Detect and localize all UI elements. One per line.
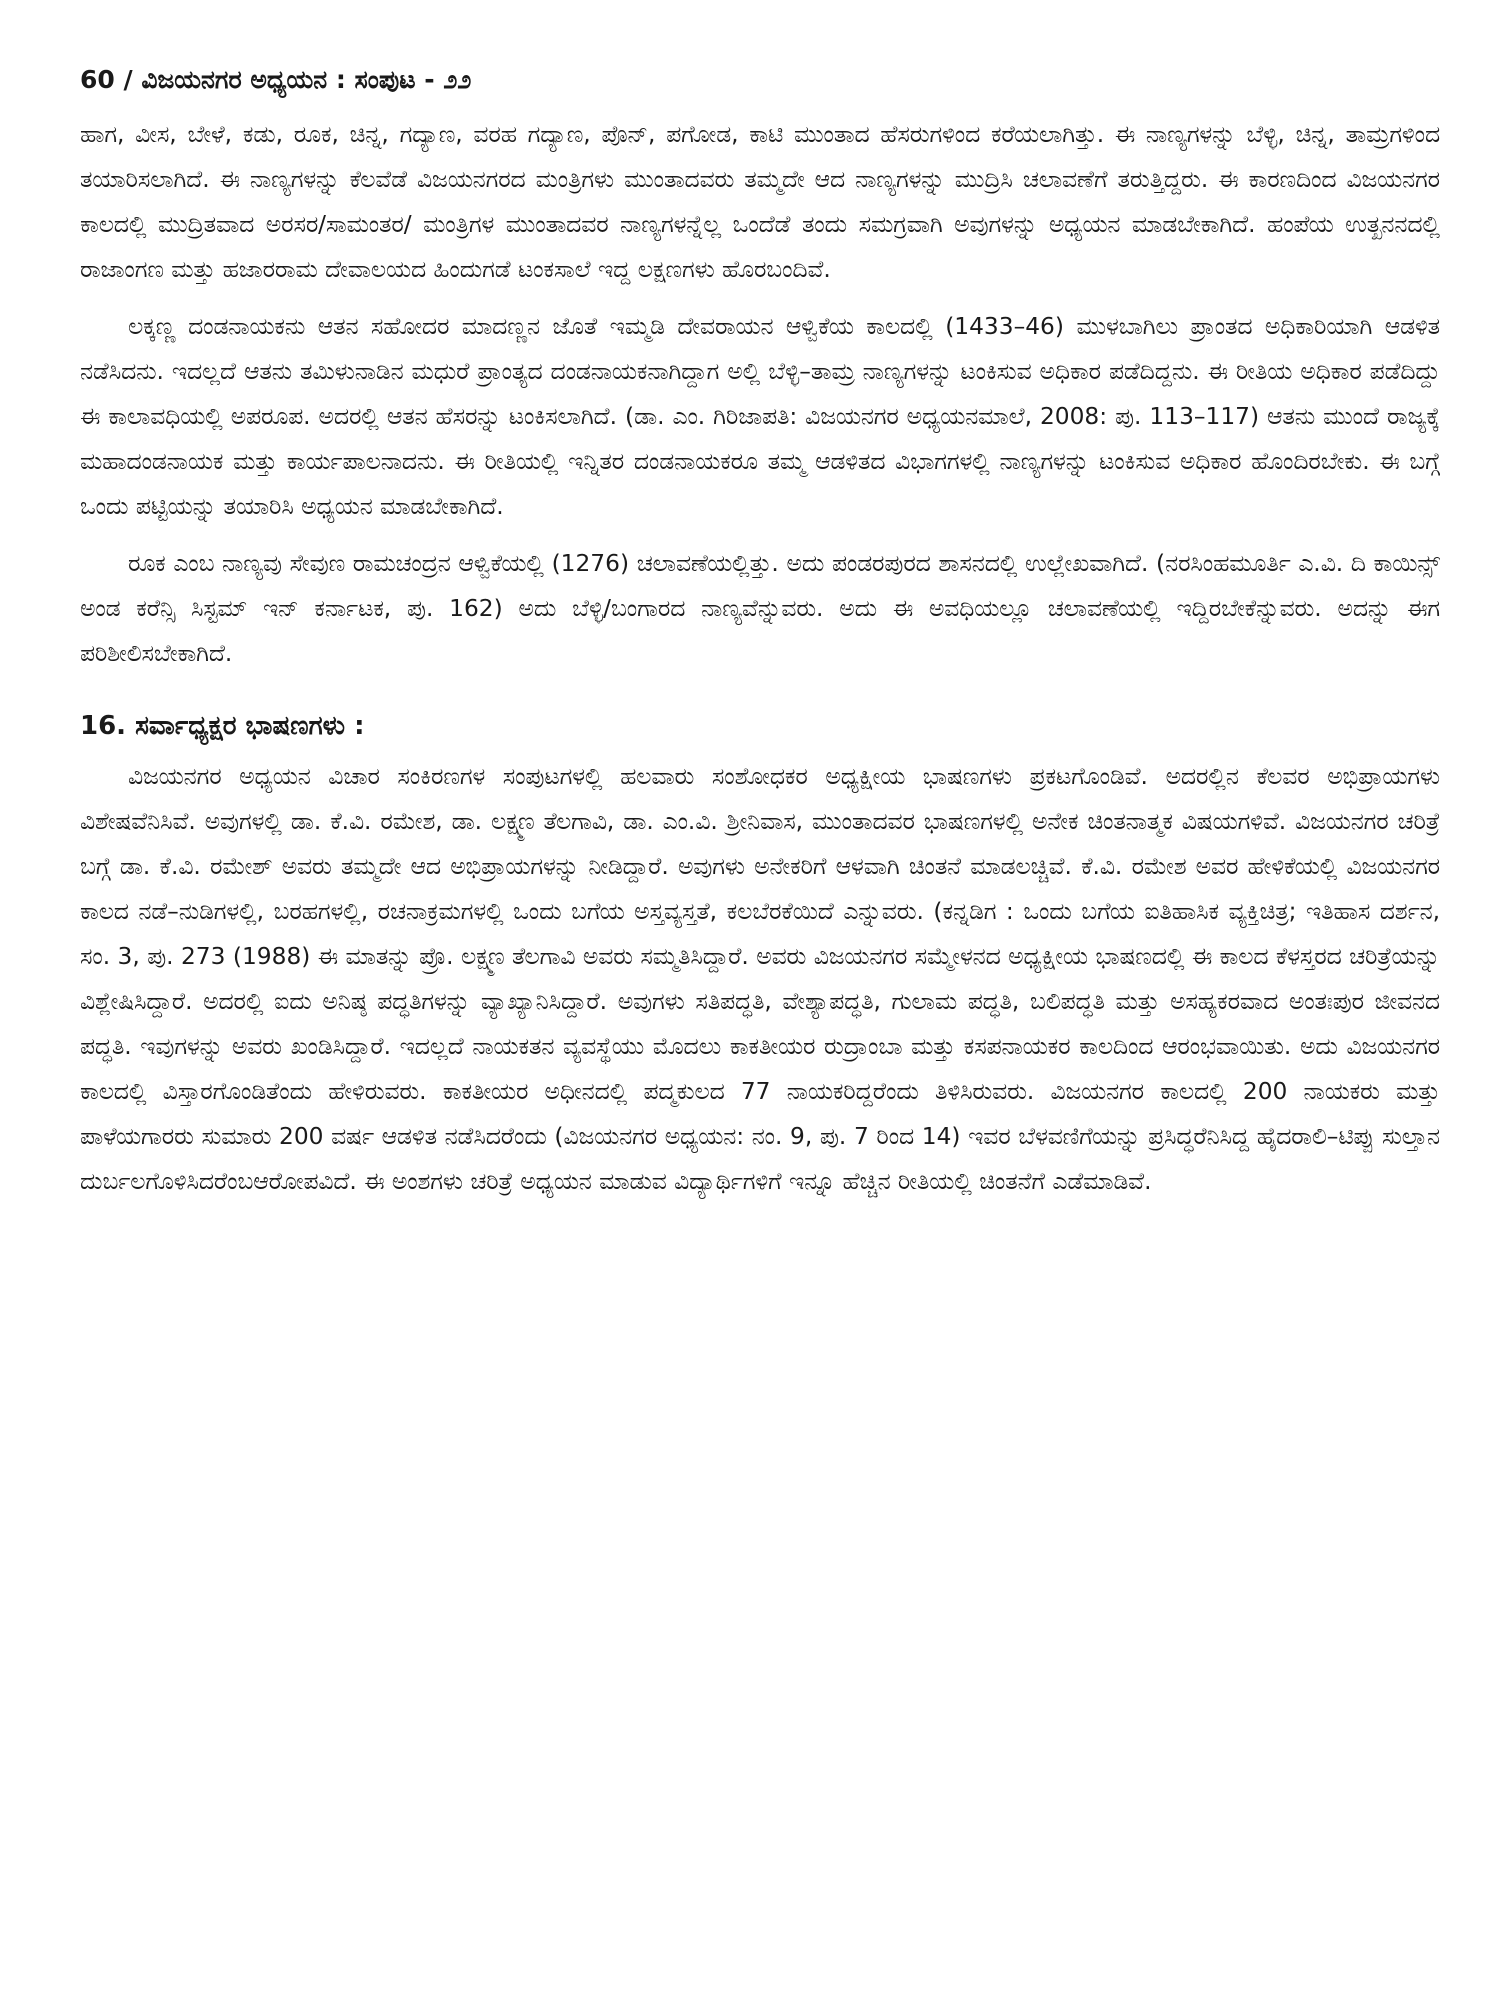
section-heading: 16. ಸರ್ವಾಧ್ಯಕ್ಷರ ಭಾಷಣಗಳು : xyxy=(80,711,365,741)
paragraph-presidential-speeches: ವಿಜಯನಗರ ಅಧ್ಯಯನ ವಿಚಾರ ಸಂಕಿರಣಗಳ ಸಂಪುಟಗಳಲ್ಲಿ ಹಲವಾರು ಸಂಶೋಧಕರ ಅಧ್ಯಕ್ಷೀಯ ಭಾಷಣಗಳು ಪ್ರಕಟಗೊಂಡಿವೆ. ಅದರಲ್ಲಿನ ಕೆಲವರ ಅಭಿಪ್ರಾಯಗಳು ವಿಶೇಷವೆನಿಸಿವೆ. ಅವುಗಳಲ್ಲಿ ಡಾ. ಕೆ.ವಿ. ರಮೇಶ, ಡಾ. ಲಕ್ಷ್ಮಣ ತೆಲಗಾವಿ, ಡಾ. ಎಂ.ವಿ. ಶ್ರೀನಿವಾಸ, ಮುಂತಾದವರ ಭಾಷಣಗಳಲ್ಲಿ ಅನೇಕ ಚಿಂತನಾತ್ಮಕ ವಿಷಯಗಳಿವೆ. ವಿಜಯನಗರ ಚರಿತ್ರೆ ಬಗ್ಗೆ ಡಾ. ಕೆ.ವಿ. ರಮೇಶ್ ಅವರು ತಮ್ಮದೇ ಆದ ಅಭಿಪ್ರಾಯಗಳನ್ನು ನೀಡಿದ್ದಾರೆ. ಅವುಗಳು ಅನೇಕರಿಗೆ ಆಳವಾಗಿ ಚಿಂತನೆ ಮಾಡಲಚ್ಚಿವೆ. ಕೆ.ವಿ. ರಮೇಶ ಅವರ ಹೇಳಿಕೆಯಲ್ಲಿ ವಿಜಯನಗರ ಕಾಲದ ನಡೆ–ನುಡಿಗಳಲ್ಲಿ, ಬರಹಗಳಲ್ಲಿ, ರಚನಾಕ್ರಮಗಳಲ್ಲಿ ಒಂದು ಬಗೆಯ ಅಸ್ತವ್ಯಸ್ತತೆ, ಕಲಬೆರಕೆಯಿದೆ ಎನ್ನುವರು. (ಕನ್ನಡಿಗ : ಒಂದು ಬಗೆಯ ಐತಿಹಾಸಿಕ ವ್ಯಕ್ತಿಚಿತ್ರ; ಇತಿಹಾಸ ದರ್ಶನ, ಸಂ. 3, ಪು. 273 (1988) ಈ ಮಾತನ್ನು ಪ್ರೊ. ಲಕ್ಷ್ಮಣ ತೆಲಗಾವಿ ಅವರು ಸಮ್ಮತಿಸಿದ್ದಾರೆ. ಅವರು ವಿಜಯನಗರ ಸಮ್ಮೇಳನದ ಅಧ್ಯಕ್ಷೀಯ ಭಾಷಣದಲ್ಲಿ ಈ ಕಾಲದ ಕೆಳಸ್ತರದ ಚರಿತ್ರೆಯನ್ನು ವಿಶ್ಲೇಷಿಸಿದ್ದಾರೆ. ಅದರಲ್ಲಿ ಐದು ಅನಿಷ್ಠ ಪದ್ಧತಿಗಳನ್ನು ವ್ಯಾಖ್ಯಾನಿಸಿದ್ದಾರೆ. ಅವುಗಳು ಸತಿಪದ್ಧತಿ, ವೇಶ್ಯಾಪದ್ಧತಿ, ಗುಲಾಮ ಪದ್ಧತಿ, ಬಲಿಪದ್ಧತಿ ಮತ್ತು ಅಸಹ್ಯಕರವಾದ ಅಂತಃಪುರ ಜೀವನದ ಪದ್ಧತಿ. ಇವುಗಳನ್ನು ಅವರು ಖಂಡಿಸಿದ್ದಾರೆ. ಇದಲ್ಲದೆ ನಾಯಕತನ ವ್ಯವಸ್ಥೆಯು ಮೊದಲು ಕಾಕತೀಯರ ರುದ್ರಾಂಬಾ ಮತ್ತು ಕಸಪನಾಯಕರ ಕಾಲದಿಂದ ಆರಂಭವಾಯಿತು. ಅದು ವಿಜಯನಗರ ಕಾಲದಲ್ಲಿ ವಿಸ್ತಾರಗೊಂಡಿತೆಂದು ಹೇಳಿರುವರು. ಕಾಕತೀಯರ ಅಧೀನದಲ್ಲಿ ಪದ್ಮಕುಲದ 77 ನಾಯಕರಿದ್ದರೆಂದು ತಿಳಿಸಿರುವರು. ವಿಜಯನಗರ ಕಾಲದಲ್ಲಿ 200 ನಾಯಕರು ಮತ್ತು ಪಾಳೆಯಗಾರರು ಸುಮಾರು 200 ವರ್ಷ ಆಡಳಿತ ನಡೆಸಿದರೆಂದು (ವಿಜಯನಗರ ಅಧ್ಯಯನ: ನಂ. 9, ಪು. 7 ರಿಂದ 14) ಇವರ ಬೆಳವಣಿಗೆಯನ್ನು ಪ್ರಸಿದ್ಧರೆನಿಸಿದ್ದ ಹೈದರಾಲಿ–ಟಿಪ್ಪು ಸುಲ್ತಾನ ದುರ್ಬಲಗೊಳಿಸಿದರೆಂಬಆರೋಪವಿದೆ. ಈ ಅಂಶಗಳು ಚರಿತ್ರೆ ಅಧ್ಯಯನ ಮಾಡುವ ವಿದ್ಯಾರ್ಥಿಗಳಿಗೆ ಇನ್ನೂ ಹೆಚ್ಚಿನ ರೀತಿಯಲ್ಲಿ ಚಿಂತನೆಗೆ ಎಡೆಮಾಡಿವೆ. xyxy=(80,763,1440,1195)
paragraph-ruka-coin: ರೂಕ ಎಂಬ ನಾಣ್ಯವು ಸೇವುಣ ರಾಮಚಂದ್ರನ ಆಳ್ವಿಕೆಯಲ್ಲಿ (1276) ಚಲಾವಣೆಯಲ್ಲಿತ್ತು. ಅದು ಪಂಡರಪುರದ ಶಾಸನದಲ್ಲಿ ಉಲ್ಲೇಖವಾಗಿದೆ. (ನರಸಿಂಹಮೂರ್ತಿ ಎ.ವಿ. ದಿ ಕಾಯಿನ್ಸ್ ಅಂಡ ಕರೆನ್ಸಿ ಸಿಸ್ಟಮ್ ಇನ್ ಕರ್ನಾಟಕ, ಪು. 162) ಅದು ಬೆಳ್ಳಿ/ಬಂಗಾರದ ನಾಣ್ಯವೆನ್ನುವರು. ಅದು ಈ ಅವಧಿಯಲ್ಲೂ ಚಲಾವಣೆಯಲ್ಲಿ ಇದ್ದಿರಬೇಕೆನ್ನುವರು. ಅದನ್ನು ಈಗ ಪರಿಶೀಲಿಸಬೇಕಾಗಿದೆ. xyxy=(80,550,1440,667)
running-head: 60 / ವಿಜಯನಗರ ಅಧ್ಯಯನ : ಸಂಪುಟ - ೨೨ xyxy=(80,65,472,94)
paragraph-lakkanna: ಲಕ್ಕಣ್ಣ ದಂಡನಾಯಕನು ಆತನ ಸಹೋದರ ಮಾದಣ್ಣನ ಜೊತೆ ಇಮ್ಮಡಿ ದೇವರಾಯನ ಆಳ್ವಿಕೆಯ ಕಾಲದಲ್ಲಿ (1433–46) ಮುಳಬಾಗಿಲು ಪ್ರಾಂತದ ಅಧಿಕಾರಿಯಾಗಿ ಆಡಳಿತ ನಡೆಸಿದನು. ಇದಲ್ಲದೆ ಆತನು ತಮಿಳುನಾಡಿನ ಮಧುರೆ ಪ್ರಾಂತ್ಯದ ದಂಡನಾಯಕನಾಗಿದ್ದಾಗ ಅಲ್ಲಿ ಬೆಳ್ಳಿ–ತಾಮ್ರ ನಾಣ್ಯಗಳನ್ನು ಟಂಕಿಸುವ ಅಧಿಕಾರ ಪಡೆದಿದ್ದನು. ಈ ರೀತಿಯ ಅಧಿಕಾರ ಪಡೆದಿದ್ದು ಈ ಕಾಲಾವಧಿಯಲ್ಲಿ ಅಪರೂಪ. ಅದರಲ್ಲಿ ಆತನ ಹೆಸರನ್ನು ಟಂಕಿಸಲಾಗಿದೆ. (ಡಾ. ಎಂ. ಗಿರಿಜಾಪತಿ: ವಿಜಯನಗರ ಅಧ್ಯಯನಮಾಲೆ, 2008: ಪು. 113–117) ಆತನು ಮುಂದೆ ರಾಜ್ಯಕ್ಕೆ ಮಹಾದಂಡನಾಯಕ ಮತ್ತು ಕಾರ್ಯಪಾಲನಾದನು. ಈ ರೀತಿಯಲ್ಲಿ ಇನ್ನಿತರ ದಂಡನಾಯಕರೂ ತಮ್ಮ ಆಡಳಿತದ ವಿಭಾಗಗಳಲ್ಲಿ ನಾಣ್ಯಗಳನ್ನು ಟಂಕಿಸುವ ಅಧಿಕಾರ ಹೊಂದಿರಬೇಕು. ಈ ಬಗ್ಗೆ ಒಂದು ಪಟ್ಟಿಯನ್ನು ತಯಾರಿಸಿ ಅಧ್ಯಯನ ಮಾಡಬೇಕಾಗಿದೆ. xyxy=(80,313,1440,520)
paragraph-coin-names: ಹಾಗ, ವೀಸ, ಬೇಳೆ, ಕಡು, ರೂಕ, ಚಿನ್ನ, ಗದ್ಯಾಣ, ವರಹ ಗದ್ಯಾಣ, ಪೊನ್, ಪಗೋಡ, ಕಾಟಿ ಮುಂತಾದ ಹೆಸರುಗಳಿಂದ ಕರೆಯಲಾಗಿತ್ತು. ಈ ನಾಣ್ಯಗಳನ್ನು ಬೆಳ್ಳಿ, ಚಿನ್ನ, ತಾಮ್ರಗಳಿಂದ ತಯಾರಿಸಲಾಗಿದೆ. ಈ ನಾಣ್ಯಗಳನ್ನು ಕೆಲವೆಡೆ ವಿಜಯನಗರದ ಮಂತ್ರಿಗಳು ಮುಂತಾದವರು ತಮ್ಮದೇ ಆದ ನಾಣ್ಯಗಳನ್ನು ಮುದ್ರಿಸಿ ಚಲಾವಣೆಗೆ ತರುತ್ತಿದ್ದರು. ಈ ಕಾರಣದಿಂದ ವಿಜಯನಗರ ಕಾಲದಲ್ಲಿ ಮುದ್ರಿತವಾದ ಅರಸರ/ಸಾಮಂತರ/ ಮಂತ್ರಿಗಳ ಮುಂತಾದವರ ನಾಣ್ಯಗಳನ್ನೆಲ್ಲ ಒಂದೆಡೆ ತಂದು ಸಮಗ್ರವಾಗಿ ಅವುಗಳನ್ನು ಅಧ್ಯಯನ ಮಾಡಬೇಕಾಗಿದೆ. ಹಂಪೆಯ ಉತ್ಖನನದಲ್ಲಿ ರಾಜಾಂಗಣ ಮತ್ತು ಹಜಾರರಾಮ ದೇವಾಲಯದ ಹಿಂದುಗಡೆ ಟಂಕಸಾಲೆ ಇದ್ದ ಲಕ್ಷಣಗಳು ಹೊರಬಂದಿವೆ. xyxy=(80,121,1440,283)
book-page xyxy=(80,60,1440,1940)
